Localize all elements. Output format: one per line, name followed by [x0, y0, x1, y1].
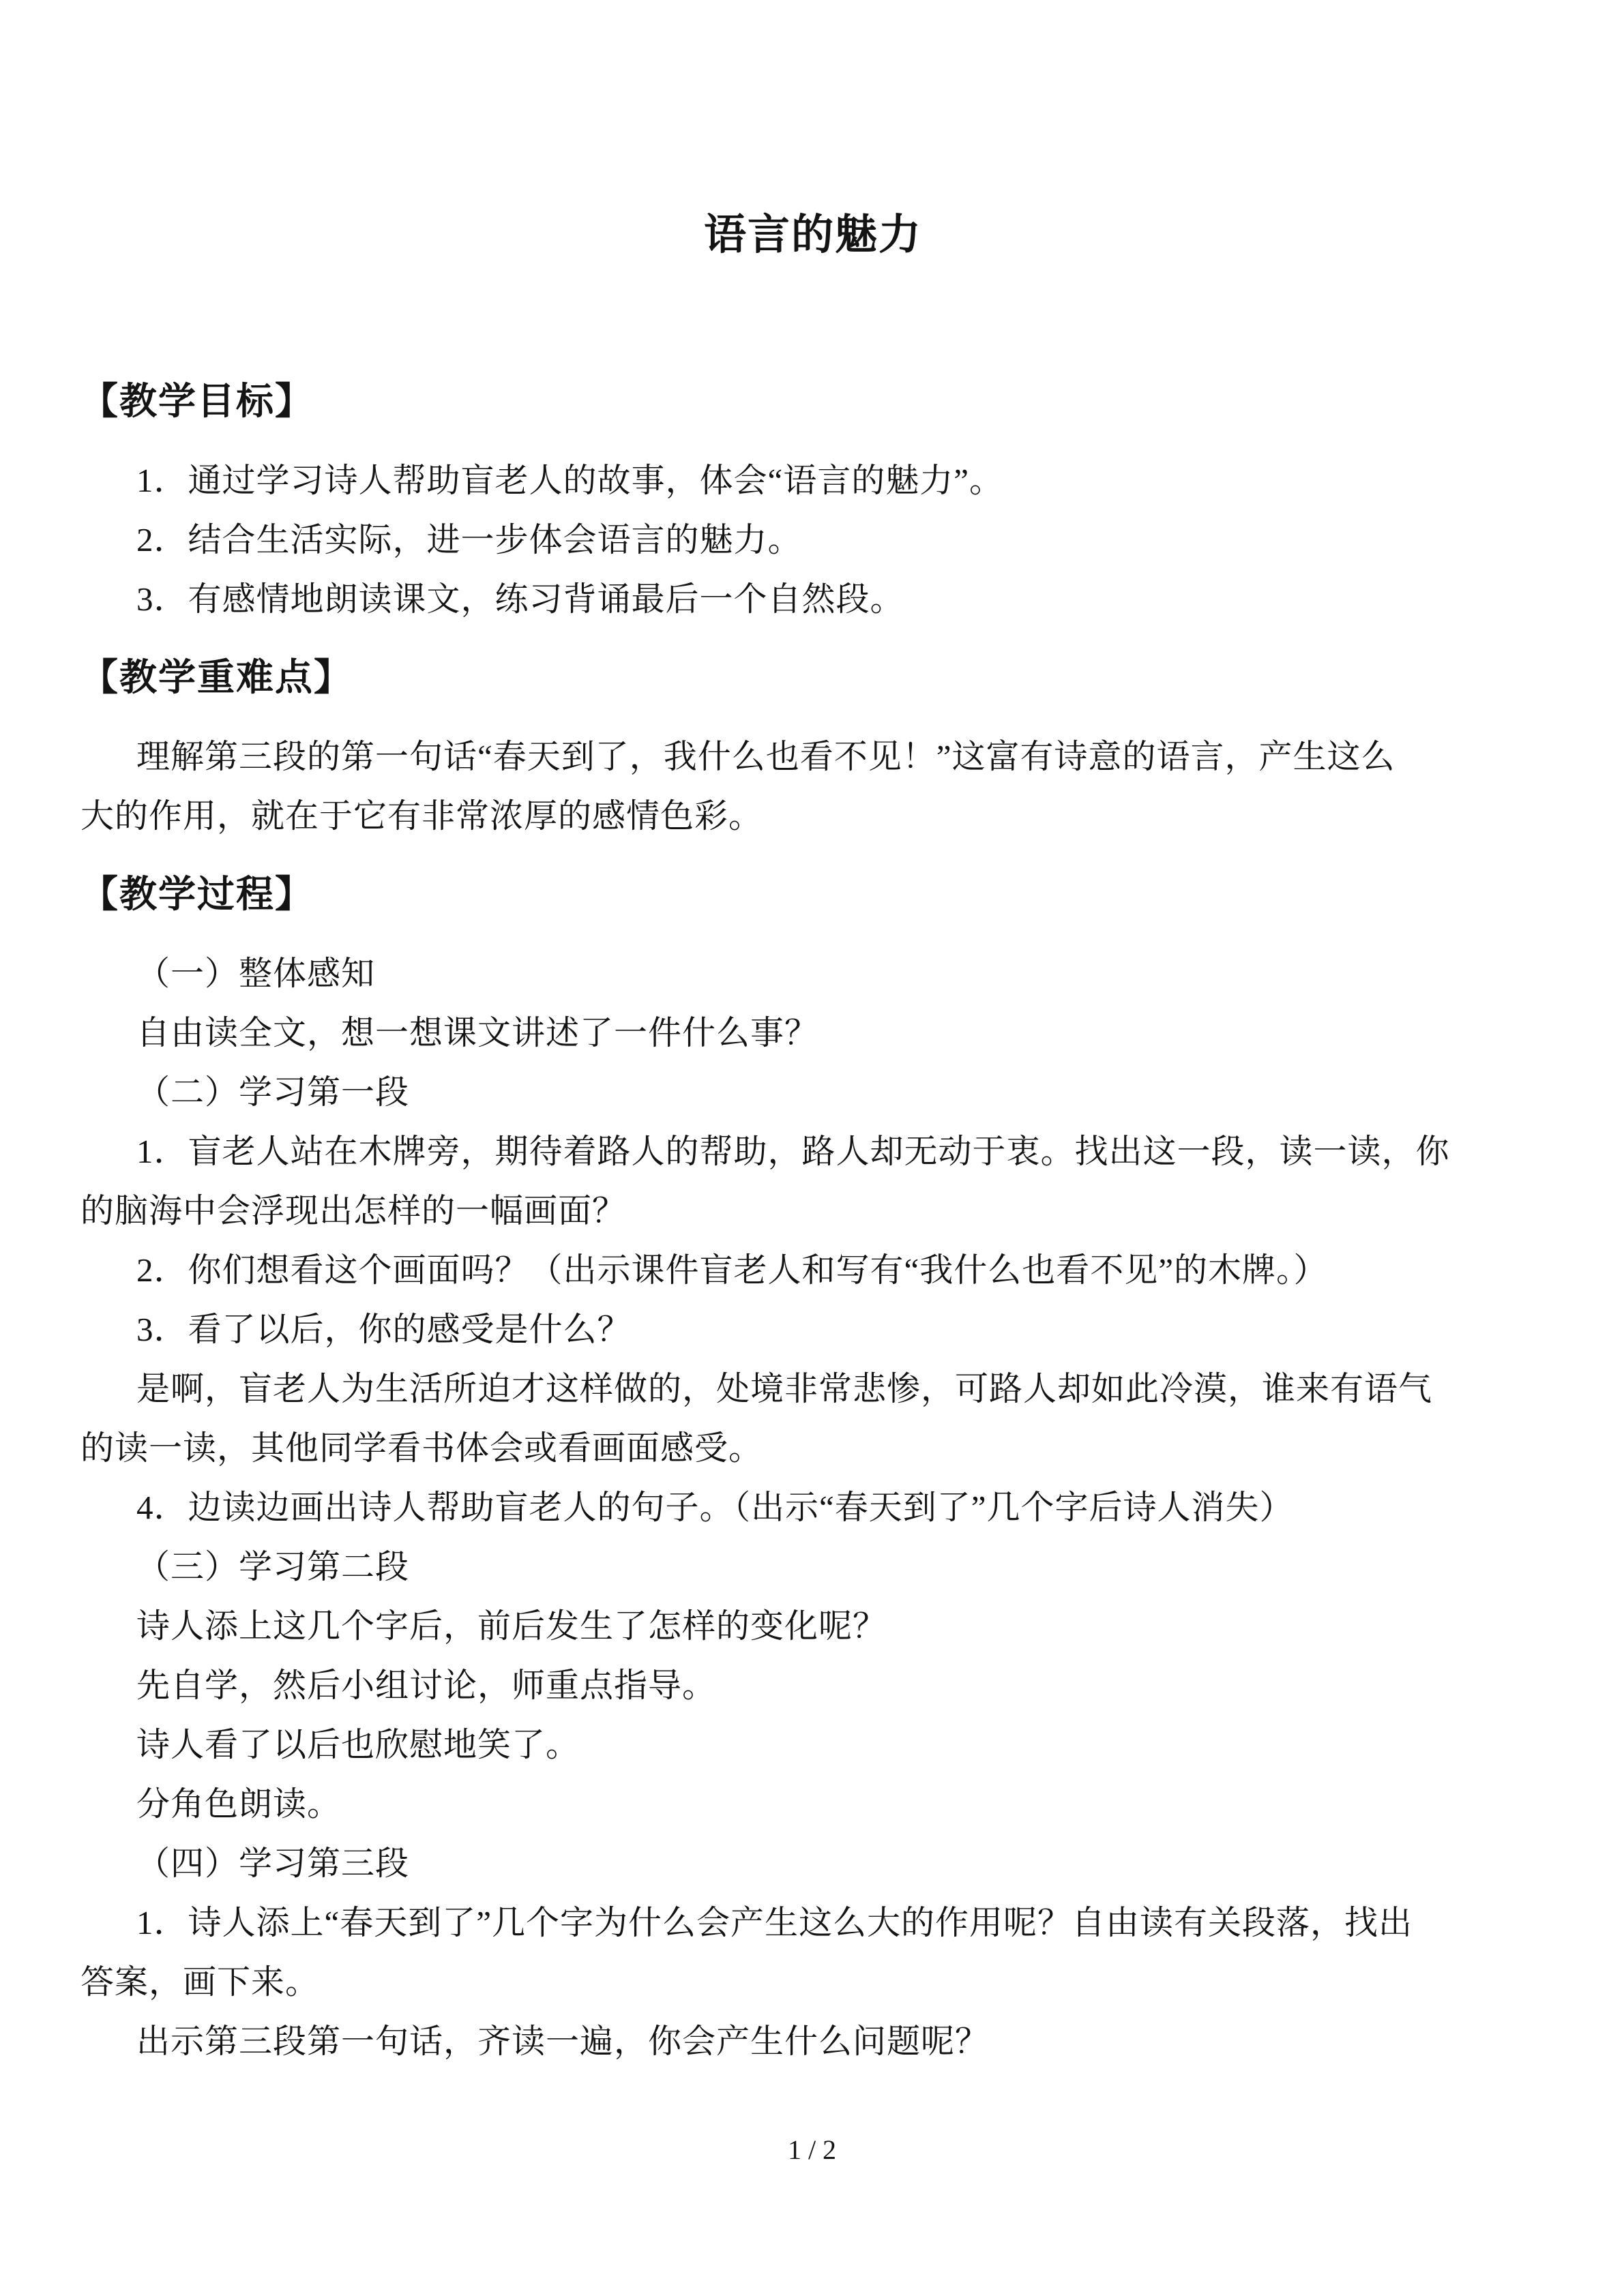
text-line: 3．看了以后，你的感受是什么？ [136, 1311, 632, 1348]
text-line: 大的作用，就在于它有非常浓厚的感情色彩。 [80, 797, 763, 835]
document-body [80, 369, 1546, 2071]
text-line: 是啊，盲老人为生活所迫才这样做的，处境非常悲惨，可路人却如此冷漠，谁来有语气 [136, 1370, 1433, 1407]
text-line: 的脑海中会浮现出怎样的一幅画面？ [80, 1192, 627, 1229]
text-line: （一）整体感知 [136, 955, 376, 992]
text-line: 2．结合生活实际，进一步体会语言的魅力。 [136, 521, 802, 558]
section-heading: 【教学重难点】 [80, 657, 353, 698]
text-line: 答案，画下来。 [80, 1963, 320, 2001]
text-line: 2．你们想看这个画面吗？（出示课件盲老人和写有“我什么也看不见”的木牌。） [136, 1251, 1328, 1289]
document-title: 语言的魅力 [703, 212, 922, 258]
section-heading: 【教学过程】 [80, 874, 314, 915]
text-line: （三）学习第二段 [136, 1548, 410, 1585]
page-number: 1 / 2 [787, 2134, 837, 2165]
section-heading: 【教学目标】 [80, 381, 314, 422]
text-line: 分角色朗读。 [136, 1785, 342, 1823]
text-line: 1．诗人添上“春天到了”几个字为什么会产生这么大的作用呢？自由读有关段落，找出 [136, 1904, 1413, 1941]
text-line: 的读一读，其他同学看书体会或看画面感受。 [80, 1429, 763, 1467]
text-line: （四）学习第三段 [136, 1845, 410, 1882]
text-line: 自由读全文，想一想课文讲述了一件什么事？ [136, 1014, 819, 1052]
text-line: 先自学，然后小组讨论，师重点指导。 [136, 1667, 717, 1704]
text-line: 1．盲老人站在木牌旁，期待着路人的帮助，路人却无动于衷。找出这一段，读一读，你 [136, 1133, 1450, 1170]
text-line: 诗人看了以后也欣慰地笑了。 [136, 1726, 580, 1763]
text-line: 诗人添上这几个字后，前后发生了怎样的变化呢？ [136, 1607, 887, 1645]
text-line: 4．边读边画出诗人帮助盲老人的句子。（出示“春天到了”几个字后诗人消失） [136, 1489, 1294, 1526]
text-line: 1．通过学习诗人帮助盲老人的故事，体会“语言的魅力”。 [136, 462, 1003, 499]
text-line: 理解第三段的第一句话“春天到了，我什么也看不见！”这富有诗意的语言，产生这么 [136, 738, 1396, 775]
text-line: 3．有感情地朗读课文，练习背诵最后一个自然段。 [136, 580, 904, 618]
text-line: （二）学习第一段 [136, 1073, 410, 1111]
text-line: 出示第三段第一句话，齐读一遍，你会产生什么问题呢？ [136, 2023, 990, 2060]
